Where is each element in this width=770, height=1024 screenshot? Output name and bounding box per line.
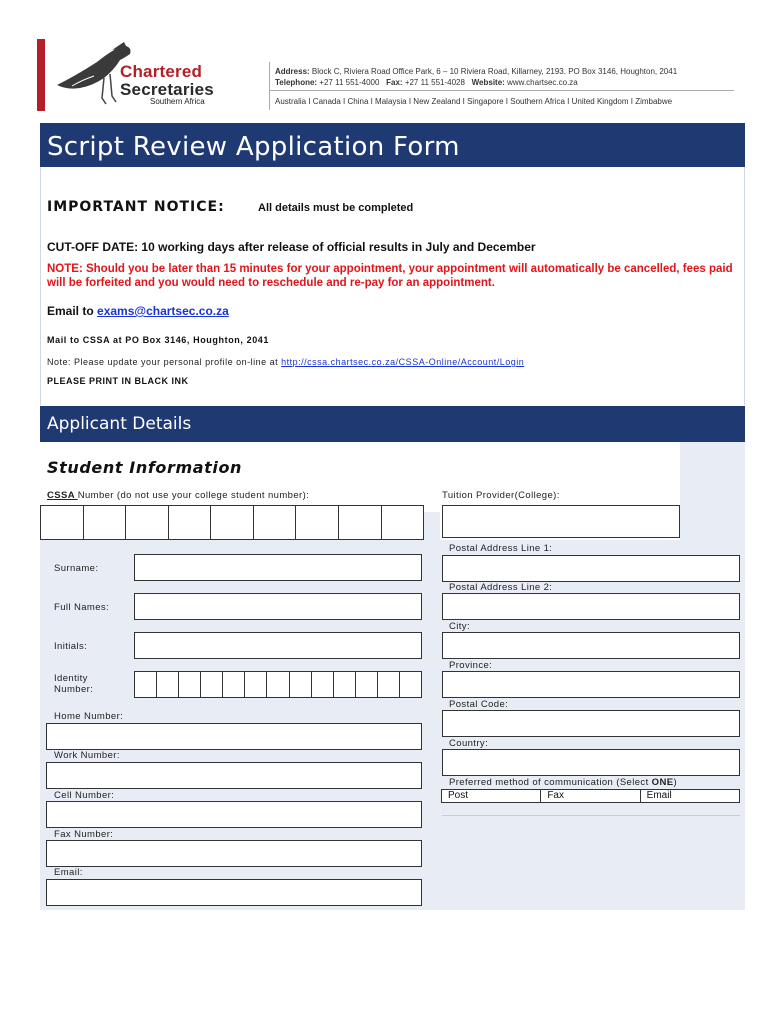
print-note: PLEASE PRINT IN BLACK INK <box>47 376 189 386</box>
initials-label: Initials: <box>54 641 88 652</box>
identity-number-input[interactable] <box>134 671 422 698</box>
applicant-section-title: Applicant Details <box>47 414 192 434</box>
postal-address-1-label: Postal Address Line 1: <box>449 543 553 554</box>
full-names-label: Full Names: <box>54 602 110 613</box>
important-notice-label: IMPORTANT NOTICE: <box>47 199 225 215</box>
preferred-communication-options <box>441 789 740 803</box>
province-label: Province: <box>449 660 493 671</box>
logo-text-secretaries: Secretaries <box>120 80 214 99</box>
profile-note: Note: Please update your personal profile on-line at http://cssa.chartsec.co.za/CSSA-Online/Account/Login <box>47 357 525 367</box>
option-post[interactable]: Post <box>442 790 541 802</box>
initials-input[interactable] <box>134 632 422 659</box>
city-input[interactable] <box>442 632 740 659</box>
contact-line: Telephone: +27 11 551-4000 Fax: +27 11 551-4028 Website: www.chartsec.co.za <box>275 78 578 87</box>
country-label: Country: <box>449 738 489 749</box>
country-input[interactable] <box>442 749 740 776</box>
postal-code-label: Postal Code: <box>449 699 509 710</box>
important-notice-text: All details must be completed <box>258 202 414 214</box>
cell-number-label: Cell Number: <box>54 790 115 801</box>
email-input[interactable] <box>46 879 422 906</box>
email-label: Email: <box>54 867 83 878</box>
logo-text-region: Southern Africa <box>150 97 205 106</box>
cssa-number-input[interactable] <box>40 505 424 540</box>
late-note: NOTE: Should you be later than 15 minutes for your appointment, your appointment will automatically be cancelled, fees paid will be forfeited and you would need to reschedule and re-pay for an appointment. <box>47 263 733 289</box>
header-divider-vertical <box>269 62 270 110</box>
fax-number-label: Fax Number: <box>54 829 114 840</box>
tuition-provider-label: Tuition Provider(College): <box>442 490 560 501</box>
cutoff-date: CUT-OFF DATE: 10 working days after release of official results in July and December <box>47 240 536 254</box>
postal-address-2-input[interactable] <box>442 593 740 620</box>
profile-link[interactable]: http://cssa.chartsec.co.za/CSSA-Online/Account/Login <box>281 357 525 367</box>
cell-number-input[interactable] <box>46 801 422 828</box>
option-fax[interactable]: Fax <box>541 790 640 802</box>
preferred-communication-label: Preferred method of communication (Select ONE) <box>449 777 678 788</box>
student-info-heading: Student Information <box>47 458 243 477</box>
home-number-input[interactable] <box>46 723 422 750</box>
city-label: City: <box>449 621 470 632</box>
province-input[interactable] <box>442 671 740 698</box>
email-instruction: Email to exams@chartsec.co.za <box>47 304 229 318</box>
form-title: Script Review Application Form <box>47 132 460 162</box>
cssa-number-label: CSSA Number (do not use your college student number): <box>47 490 310 501</box>
postal-address-2-label: Postal Address Line 2: <box>449 582 553 593</box>
tuition-provider-input[interactable] <box>442 505 680 538</box>
header-divider <box>269 90 734 91</box>
logo-text-chartered: Chartered <box>120 62 203 81</box>
full-names-input[interactable] <box>134 593 422 620</box>
postal-code-input[interactable] <box>442 710 740 737</box>
address-line: Address: Block C, Riviera Road Office Park, 6 – 10 Riviera Road, Killarney, 2193. PO Box 3146, Houghton, 2041 <box>275 67 678 76</box>
mail-instruction: Mail to CSSA at PO Box 3146, Houghton, 2041 <box>47 335 270 345</box>
countries-line: Australia I Canada I China I Malaysia I New Zealand I Singapore I Southern Africa I United Kingdom I Zimbabwe <box>275 97 673 106</box>
email-link[interactable]: exams@chartsec.co.za <box>97 304 229 318</box>
fax-number-input[interactable] <box>46 840 422 867</box>
work-number-input[interactable] <box>46 762 422 789</box>
postal-address-1-input[interactable] <box>442 555 740 582</box>
identity-label: Identity Number: <box>54 673 94 695</box>
home-number-label: Home Number: <box>54 711 124 722</box>
form-header-area <box>40 442 440 512</box>
brand-bar <box>37 39 45 111</box>
divider <box>442 815 740 816</box>
surname-input[interactable] <box>134 554 422 581</box>
surname-label: Surname: <box>54 563 99 574</box>
option-email[interactable]: Email <box>646 790 672 801</box>
work-number-label: Work Number: <box>54 750 120 761</box>
